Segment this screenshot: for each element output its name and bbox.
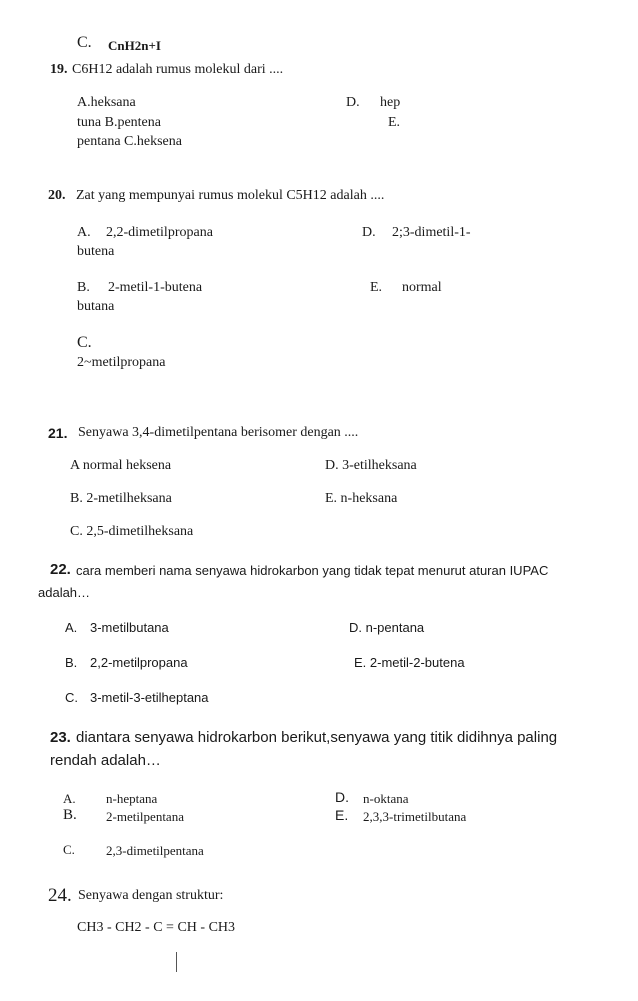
question-stem: Zat yang mempunyai rumus molekul C5H12 adalah .... — [76, 188, 385, 203]
option-c-text: 3-metil-3-etilheptana — [90, 690, 209, 705]
question-stem: Senyawa 3,4-dimetilpentana berisomer dengan .... — [78, 425, 359, 440]
option-b-text: 2-metil-1-butena — [108, 280, 203, 295]
option-a: A normal heksena — [70, 458, 172, 473]
option-b-letter: B. — [77, 280, 90, 295]
option-a-text: n-heptana — [106, 791, 158, 806]
option-e-text: normal — [402, 280, 442, 295]
text-cursor-divider — [176, 952, 177, 972]
question-stem: Senyawa dengan struktur: — [78, 888, 224, 903]
option-c-letter: C. — [77, 334, 92, 351]
question-stem-cont: adalah… — [38, 585, 91, 600]
option-d-letter: D. — [346, 95, 360, 110]
question-number: 19. — [50, 62, 68, 77]
option-d-text: n-oktana — [363, 791, 409, 806]
question-stem-cont: rendah adalah… — [50, 752, 161, 769]
option-a-letter: A. — [63, 791, 76, 806]
option-b: B. 2-metilheksana — [70, 491, 172, 506]
option-b-text: 2-metilpentana — [106, 809, 184, 824]
option-a: A.heksana — [77, 95, 136, 110]
option-d-text: hep — [380, 95, 401, 110]
option-c: C. 2,5-dimetilheksana — [70, 524, 194, 539]
option-d: D. 3-etilheksana — [325, 458, 417, 473]
question-number: 23. — [50, 729, 71, 746]
structure-formula: CH3 - CH2 - C = CH - CH3 — [77, 920, 236, 935]
option-a-text: 2,2-dimetilpropana — [106, 225, 213, 240]
option-d: D. n-pentana — [349, 620, 425, 635]
option-c-letter: C. — [65, 690, 78, 705]
option-b-text: 2,2-metilpropana — [90, 655, 188, 670]
option-b-letter: B. — [63, 807, 77, 823]
option-e-letter: E. — [388, 115, 401, 130]
question-number: 24. — [48, 885, 72, 906]
option-d-letter: D. — [335, 789, 349, 805]
option-e: E. 2-metil-2-butena — [354, 655, 465, 670]
option-c-text: 2~metilpropana — [77, 355, 166, 370]
option-b-letter: B. — [65, 655, 78, 670]
option-a-letter: A. — [65, 620, 78, 635]
option-e-letter: E. — [335, 807, 349, 823]
option-a-letter: A. — [77, 225, 91, 240]
option-d-cont: butena — [77, 244, 115, 259]
option-e-letter: E. — [370, 280, 383, 295]
question-stem: diantara senyawa hidrokarbon berikut,senyawa yang titik didihnya paling — [76, 729, 558, 746]
question-number: 20. — [48, 188, 66, 203]
option-c-letter: C. — [63, 842, 75, 857]
option-c-line: pentana C.heksena — [77, 134, 182, 149]
option-a-text: 3-metilbutana — [90, 620, 169, 635]
q18-option-c-letter: C. — [77, 34, 92, 51]
option-b-line: tuna B.pentena — [77, 115, 161, 130]
question-stem: cara memberi nama senyawa hidrokarbon yang tidak tepat menurut aturan IUPAC — [76, 563, 549, 578]
question-stem: C6H12 adalah rumus molekul dari .... — [72, 62, 284, 77]
option-e: E. n-heksana — [325, 491, 398, 506]
option-c-text: 2,3-dimetilpentana — [106, 843, 204, 858]
option-e-text: 2,3,3-trimetilbutana — [363, 809, 467, 824]
question-number: 21. — [48, 425, 68, 441]
option-d-text: 2;3-dimetil-1- — [392, 225, 471, 240]
option-e-cont: butana — [77, 299, 115, 314]
option-d-letter: D. — [362, 225, 376, 240]
q18-option-c-text: CnH2n+I — [108, 38, 161, 53]
question-number: 22. — [50, 561, 71, 578]
